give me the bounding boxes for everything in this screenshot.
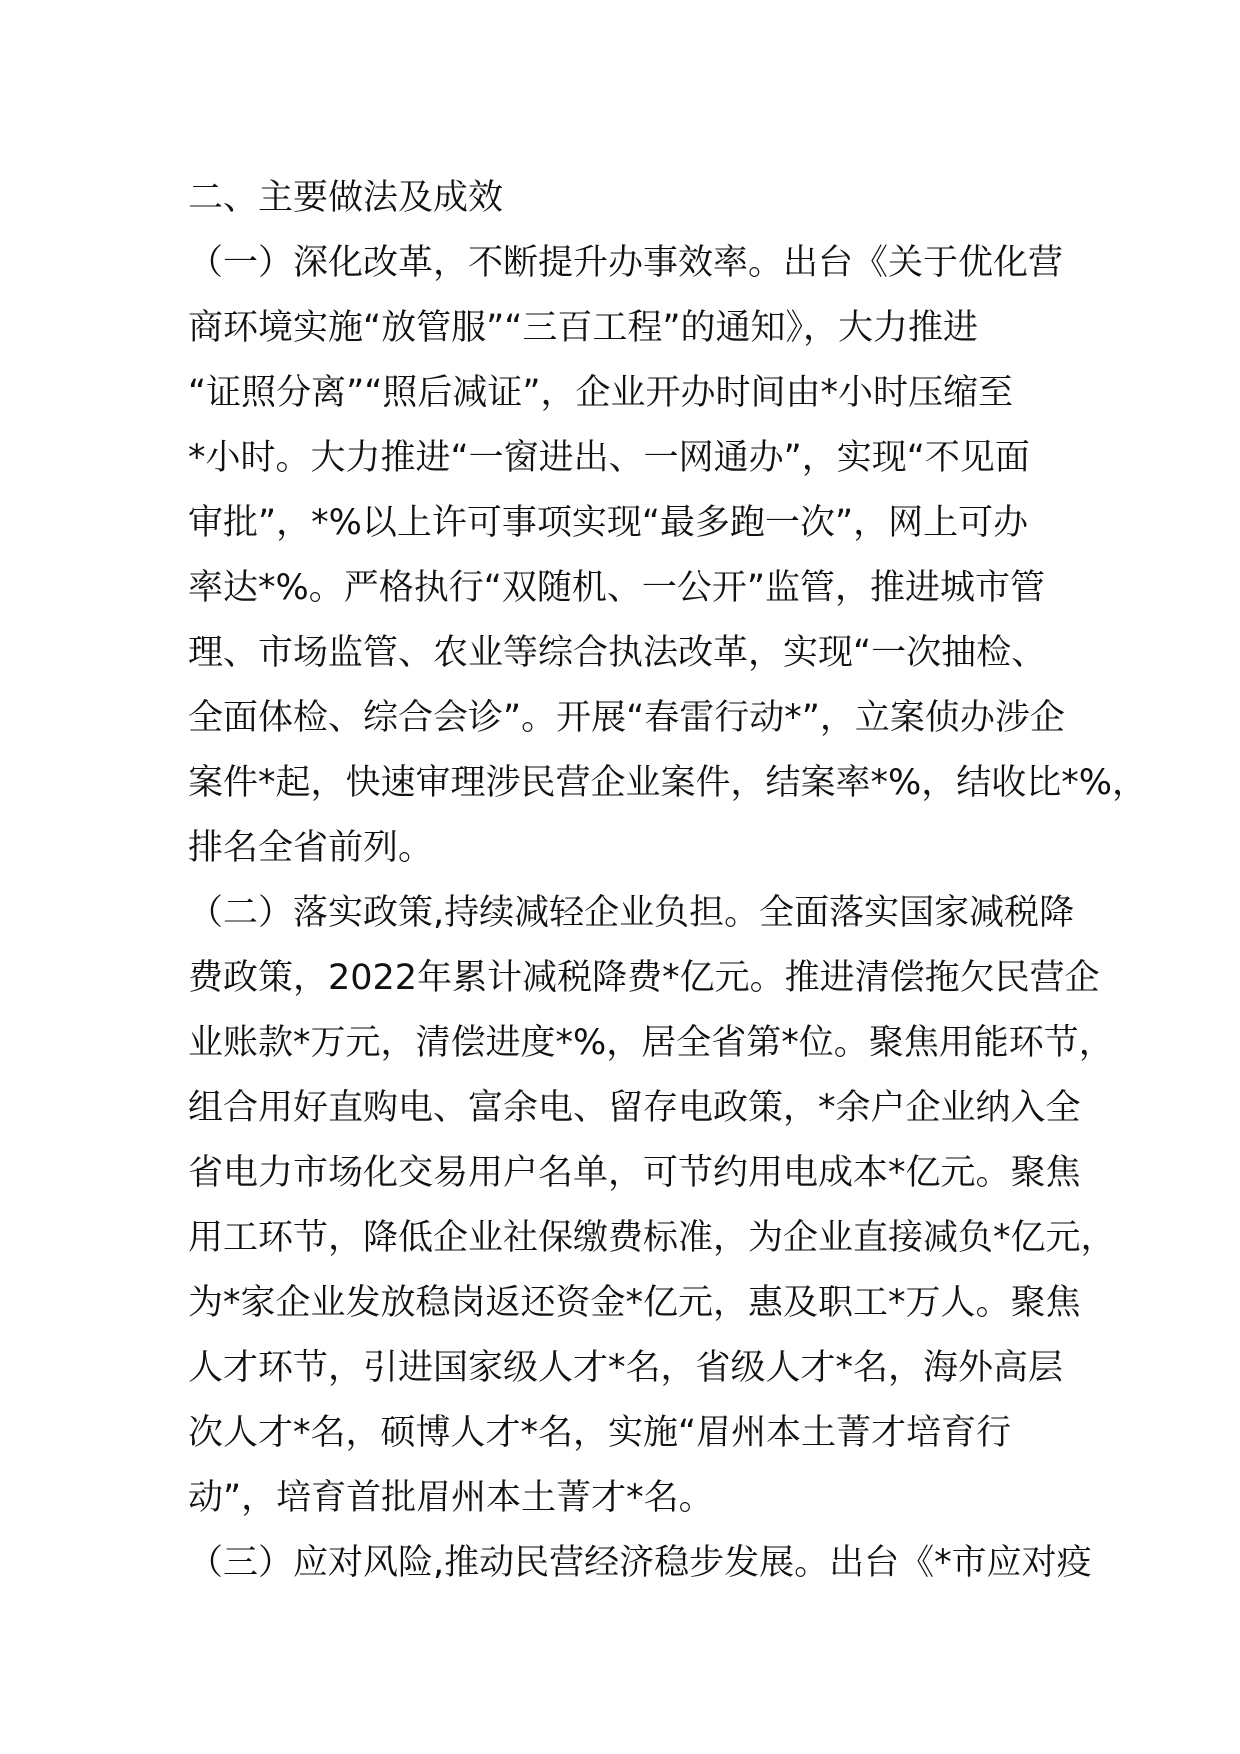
text-line: 商环境实施“放管服”“三百工程”的通知》，大力推进 [188, 308, 979, 348]
text-line: 案件*起，快速审理涉民营企业案件，结案率*%，结收比*%， [188, 763, 1148, 803]
text-line: 组合用好直购电、富余电、留存电政策，*余户企业纳入全 [188, 1088, 1081, 1128]
text-line: （一）深化改革，不断提升办事效率。出台《关于优化营 [188, 243, 1064, 283]
text-line: 人才环节，引进国家级人才*名，省级人才*名，海外高层 [188, 1348, 1064, 1388]
document-page [188, 168, 1148, 1598]
text-line: 费政策，2022年累计减税降费*亿元。推进清偿拖欠民营企 [188, 958, 1100, 998]
text-line: 审批”，*%以上许可事项实现“最多跑一次”，网上可办 [188, 503, 1029, 543]
text-line: 排名全省前列。 [188, 828, 434, 868]
text-line: 次人才*名，硕博人才*名，实施“眉州本土菁才培育行 [188, 1413, 1012, 1453]
section-heading: 二、主要做法及成效 [188, 178, 504, 218]
text-line: 省电力市场化交易用户名单，可节约用电成本*亿元。聚焦 [188, 1153, 1081, 1193]
text-line: （二）落实政策,持续减轻企业负担。全面落实国家减税降 [188, 893, 1075, 933]
text-line: （三）应对风险,推动民营经济稳步发展。出台《*市应对疫 [188, 1543, 1092, 1583]
text-line: 用工环节，降低企业社保缴费标准，为企业直接减负*亿元， [188, 1218, 1116, 1258]
text-line: *小时。大力推进“一窗进出、一网通办”，实现“不见面 [188, 438, 1030, 478]
text-line: 全面体检、综合会诊”。开展“春雷行动*”，立案侦办涉企 [188, 698, 1065, 738]
text-line: 为*家企业发放稳岗返还资金*亿元，惠及职工*万人。聚焦 [188, 1283, 1081, 1323]
text-line: 率达*%。严格执行“双随机、一公开”监管，推进城市管 [188, 568, 1046, 608]
text-line: “证照分离”“照后减证”，企业开办时间由*小时压缩至 [188, 373, 1014, 413]
text-line: 业账款*万元，清偿进度*%，居全省第*位。聚焦用能环节， [188, 1023, 1114, 1063]
text-line: 动”，培育首批眉州本土菁才*名。 [188, 1478, 714, 1518]
text-line: 理、市场监管、农业等综合执法改革，实现“一次抽检、 [188, 633, 1047, 673]
